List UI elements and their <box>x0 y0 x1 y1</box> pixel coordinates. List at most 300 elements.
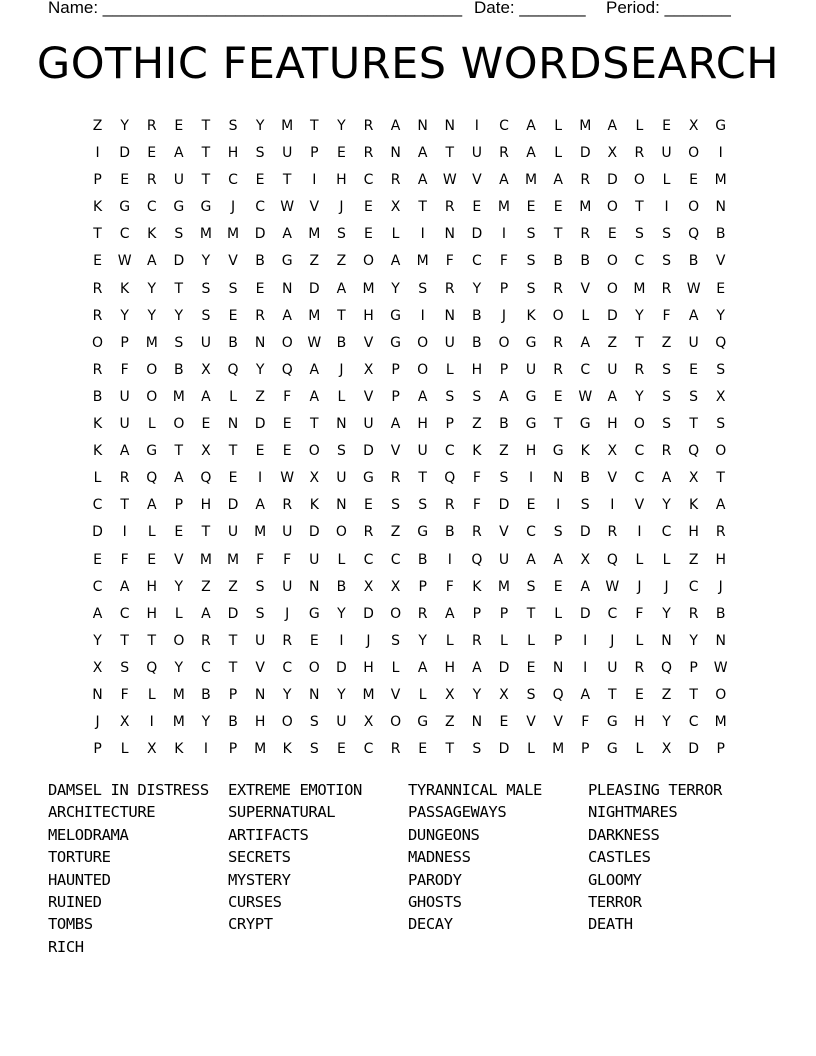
grid-letter[interactable]: R <box>634 659 645 676</box>
grid-letter[interactable]: P <box>174 497 184 514</box>
grid-letter[interactable]: T <box>201 172 211 189</box>
grid-letter[interactable]: U <box>336 714 347 731</box>
grid-letter[interactable]: V <box>472 172 482 189</box>
grid-letter[interactable]: N <box>227 416 239 433</box>
grid-letter[interactable]: O <box>715 686 727 703</box>
grid-letter[interactable]: R <box>553 334 563 351</box>
grid-letter[interactable]: E <box>526 659 536 676</box>
grid-letter[interactable]: G <box>363 470 374 487</box>
grid-letter[interactable]: E <box>499 714 509 731</box>
grid-letter[interactable]: K <box>120 280 130 297</box>
grid-letter[interactable]: O <box>633 172 645 189</box>
grid-letter[interactable]: F <box>499 253 508 270</box>
grid-letter[interactable]: G <box>715 118 727 134</box>
grid-letter[interactable]: D <box>119 145 131 162</box>
grid-letter[interactable]: U <box>363 416 374 433</box>
grid-letter[interactable]: G <box>200 199 212 216</box>
grid-letter[interactable]: S <box>662 361 671 378</box>
grid-letter[interactable]: O <box>688 145 700 162</box>
grid-letter[interactable]: L <box>554 605 563 622</box>
grid-letter[interactable]: R <box>471 632 482 649</box>
grid-letter[interactable]: Z <box>472 416 482 433</box>
grid-letter[interactable]: U <box>607 361 618 378</box>
grid-letter[interactable]: J <box>718 578 723 595</box>
grid-letter[interactable]: O <box>308 443 320 460</box>
grid-letter[interactable]: X <box>499 686 509 703</box>
grid-letter[interactable]: A <box>119 443 130 460</box>
grid-letter[interactable]: Z <box>336 253 347 270</box>
grid-letter[interactable]: Y <box>662 497 671 514</box>
grid-letter[interactable]: Q <box>661 659 673 676</box>
grid-letter[interactable]: H <box>363 659 374 676</box>
grid-letter[interactable]: E <box>147 551 157 568</box>
grid-letter[interactable]: C <box>363 172 374 189</box>
grid-letter[interactable]: I <box>718 145 723 162</box>
grid-letter[interactable]: S <box>689 388 699 405</box>
grid-letter[interactable]: R <box>444 199 455 216</box>
grid-letter[interactable]: B <box>499 416 509 433</box>
grid-letter[interactable]: M <box>714 172 727 189</box>
grid-letter[interactable]: T <box>282 172 292 189</box>
grid-letter[interactable]: K <box>472 443 482 460</box>
grid-letter[interactable]: L <box>120 741 129 758</box>
grid-letter[interactable]: T <box>174 280 184 297</box>
grid-letter[interactable]: A <box>472 659 482 676</box>
grid-letter[interactable]: S <box>201 280 211 297</box>
grid-letter[interactable]: T <box>418 199 427 216</box>
grid-letter[interactable]: H <box>363 307 374 324</box>
grid-letter[interactable]: H <box>227 145 239 162</box>
grid-letter[interactable]: E <box>364 226 373 243</box>
grid-letter[interactable]: U <box>607 659 618 676</box>
grid-letter[interactable]: L <box>445 632 454 649</box>
grid-letter[interactable]: A <box>661 470 672 487</box>
grid-letter[interactable]: O <box>390 605 402 622</box>
grid-letter[interactable]: T <box>445 145 455 162</box>
grid-letter[interactable]: O <box>308 659 320 676</box>
grid-letter[interactable]: A <box>607 388 618 405</box>
grid-letter[interactable]: L <box>635 632 644 649</box>
grid-letter[interactable]: Y <box>174 578 184 595</box>
grid-letter[interactable]: P <box>499 280 509 297</box>
grid-letter[interactable]: J <box>637 578 642 595</box>
grid-letter[interactable]: T <box>201 524 211 541</box>
grid-letter[interactable]: B <box>580 253 591 270</box>
grid-letter[interactable]: O <box>606 253 618 270</box>
grid-letter[interactable]: S <box>662 253 671 270</box>
grid-letter[interactable]: E <box>634 686 644 703</box>
grid-letter[interactable]: T <box>174 443 184 460</box>
grid-letter[interactable]: Q <box>606 551 618 568</box>
grid-letter[interactable]: A <box>580 578 591 595</box>
grid-letter[interactable]: A <box>526 551 536 568</box>
grid-letter[interactable]: O <box>146 388 158 405</box>
grid-letter[interactable]: Z <box>201 578 211 595</box>
grid-letter[interactable]: C <box>499 118 509 134</box>
grid-letter[interactable]: T <box>635 334 644 351</box>
grid-letter[interactable]: Z <box>92 118 103 134</box>
grid-letter[interactable]: S <box>526 280 536 297</box>
grid-letter[interactable]: D <box>471 226 483 243</box>
grid-letter[interactable]: I <box>528 470 534 487</box>
grid-letter[interactable]: Z <box>309 253 320 270</box>
grid-letter[interactable]: Y <box>174 307 184 324</box>
grid-letter[interactable]: W <box>686 280 701 297</box>
grid-letter[interactable]: V <box>553 714 563 731</box>
grid-letter[interactable]: A <box>336 280 347 297</box>
grid-letter[interactable]: P <box>93 172 102 189</box>
grid-letter[interactable]: S <box>553 524 563 541</box>
grid-letter[interactable]: O <box>281 334 293 351</box>
grid-letter[interactable]: S <box>526 226 536 243</box>
grid-letter[interactable]: K <box>92 443 103 460</box>
grid-letter[interactable]: M <box>579 118 592 134</box>
grid-letter[interactable]: D <box>363 443 374 460</box>
grid-letter[interactable]: R <box>607 524 618 541</box>
grid-letter[interactable]: E <box>282 443 292 460</box>
grid-letter[interactable]: C <box>119 605 130 622</box>
grid-letter[interactable]: H <box>200 497 212 514</box>
grid-letter[interactable]: S <box>526 253 536 270</box>
grid-letter[interactable]: G <box>390 334 401 351</box>
grid-letter[interactable]: R <box>688 605 699 622</box>
grid-letter[interactable]: W <box>280 199 295 216</box>
grid-letter[interactable]: E <box>255 280 265 297</box>
grid-letter[interactable]: B <box>201 686 211 703</box>
grid-letter[interactable]: L <box>581 307 590 324</box>
grid-letter[interactable]: H <box>254 714 266 731</box>
grid-letter[interactable]: D <box>579 605 591 622</box>
grid-letter[interactable]: H <box>634 714 645 731</box>
grid-letter[interactable]: D <box>363 605 374 622</box>
grid-letter[interactable]: G <box>606 741 618 758</box>
grid-letter[interactable]: O <box>92 334 104 351</box>
grid-letter[interactable]: O <box>281 714 293 731</box>
grid-letter[interactable]: T <box>228 632 238 649</box>
grid-letter[interactable]: A <box>146 253 157 270</box>
grid-letter[interactable]: S <box>662 226 671 243</box>
grid-letter[interactable]: L <box>229 388 237 405</box>
grid-letter[interactable]: A <box>715 497 726 514</box>
grid-letter[interactable]: E <box>553 578 563 595</box>
grid-letter[interactable]: R <box>444 280 455 297</box>
grid-letter[interactable]: K <box>472 578 482 595</box>
grid-letter[interactable]: B <box>92 388 103 405</box>
grid-letter[interactable]: Y <box>337 686 346 703</box>
grid-letter[interactable]: B <box>336 334 347 351</box>
grid-letter[interactable]: D <box>579 145 591 162</box>
grid-letter[interactable]: A <box>444 605 455 622</box>
grid-letter[interactable]: F <box>445 578 454 595</box>
grid-letter[interactable]: M <box>254 741 267 758</box>
grid-letter[interactable]: K <box>526 307 536 324</box>
grid-letter[interactable]: Y <box>201 714 211 731</box>
grid-letter[interactable]: B <box>228 714 238 731</box>
grid-letter[interactable]: T <box>445 741 455 758</box>
grid-letter[interactable]: N <box>471 714 483 731</box>
grid-letter[interactable]: U <box>119 388 130 405</box>
grid-letter[interactable]: C <box>119 226 130 243</box>
grid-letter[interactable]: G <box>390 307 401 324</box>
grid-letter[interactable]: S <box>255 605 265 622</box>
grid-letter[interactable]: N <box>552 470 564 487</box>
grid-letter[interactable]: I <box>583 632 588 649</box>
grid-letter[interactable]: Q <box>281 361 293 378</box>
grid-letter[interactable]: S <box>391 632 401 649</box>
grid-letter[interactable]: R <box>634 361 645 378</box>
grid-letter[interactable]: U <box>282 145 293 162</box>
grid-letter[interactable]: E <box>93 253 102 270</box>
grid-letter[interactable]: O <box>552 307 564 324</box>
grid-letter[interactable]: Z <box>444 714 455 731</box>
grid-letter[interactable]: P <box>499 361 509 378</box>
grid-letter[interactable]: R <box>661 280 672 297</box>
grid-letter[interactable]: Q <box>688 443 700 460</box>
grid-letter[interactable]: X <box>607 443 618 460</box>
grid-letter[interactable]: M <box>362 686 375 703</box>
grid-letter[interactable]: N <box>309 686 320 703</box>
grid-letter[interactable]: R <box>634 145 645 162</box>
grid-letter[interactable]: W <box>713 659 728 676</box>
grid-letter[interactable]: O <box>173 416 185 433</box>
grid-letter[interactable]: U <box>498 551 510 568</box>
grid-letter[interactable]: U <box>200 334 212 351</box>
grid-letter[interactable]: O <box>633 416 645 433</box>
grid-letter[interactable]: L <box>93 470 102 487</box>
grid-letter[interactable]: D <box>498 497 510 514</box>
grid-letter[interactable]: O <box>417 334 429 351</box>
grid-letter[interactable]: C <box>688 714 699 731</box>
grid-letter[interactable]: H <box>336 172 347 189</box>
grid-letter[interactable]: D <box>606 307 618 324</box>
grid-letter[interactable]: B <box>472 307 482 324</box>
grid-letter[interactable]: O <box>715 443 727 460</box>
grid-letter[interactable]: E <box>309 632 319 649</box>
grid-letter[interactable]: E <box>689 172 699 189</box>
grid-letter[interactable]: D <box>579 524 591 541</box>
grid-letter[interactable]: G <box>525 416 537 433</box>
period-field[interactable]: Period: _______ <box>606 0 731 17</box>
grid-letter[interactable]: N <box>661 632 672 649</box>
grid-letter[interactable]: H <box>444 659 456 676</box>
grid-letter[interactable]: Z <box>499 443 509 460</box>
grid-letter[interactable]: U <box>119 416 130 433</box>
grid-letter[interactable]: M <box>145 334 158 351</box>
grid-letter[interactable]: J <box>339 361 344 378</box>
grid-letter[interactable]: M <box>552 741 565 758</box>
grid-letter[interactable]: A <box>282 226 292 243</box>
grid-letter[interactable]: V <box>390 686 401 703</box>
grid-letter[interactable]: W <box>605 578 620 595</box>
grid-letter[interactable]: E <box>472 199 482 216</box>
grid-letter[interactable]: K <box>689 497 699 514</box>
grid-letter[interactable]: Q <box>688 226 700 243</box>
grid-letter[interactable]: T <box>120 632 129 649</box>
grid-letter[interactable]: A <box>92 605 103 622</box>
grid-letter[interactable]: J <box>501 307 507 324</box>
grid-letter[interactable]: K <box>282 741 292 758</box>
grid-letter[interactable]: E <box>364 497 373 514</box>
grid-letter[interactable]: A <box>174 145 184 162</box>
grid-letter[interactable]: V <box>363 388 374 405</box>
grid-letter[interactable]: B <box>715 226 726 243</box>
grid-letter[interactable]: T <box>635 199 644 216</box>
grid-letter[interactable]: E <box>147 145 157 162</box>
grid-letter[interactable]: R <box>255 307 265 324</box>
grid-letter[interactable]: X <box>201 443 211 460</box>
grid-letter[interactable]: P <box>391 361 400 378</box>
grid-letter[interactable]: C <box>201 659 211 676</box>
grid-letter[interactable]: Y <box>255 361 265 378</box>
grid-letter[interactable]: X <box>363 361 374 378</box>
grid-letter[interactable]: J <box>230 199 236 216</box>
grid-letter[interactable]: I <box>447 551 452 568</box>
grid-letter[interactable]: O <box>688 199 700 216</box>
grid-letter[interactable]: P <box>418 578 427 595</box>
grid-letter[interactable]: X <box>661 741 672 758</box>
grid-letter[interactable]: U <box>525 361 537 378</box>
grid-letter[interactable]: X <box>607 145 618 162</box>
grid-letter[interactable]: E <box>553 199 563 216</box>
grid-letter[interactable]: A <box>309 361 320 378</box>
grid-letter[interactable]: T <box>553 226 563 243</box>
grid-letter[interactable]: P <box>310 145 319 162</box>
grid-letter[interactable]: R <box>92 361 103 378</box>
grid-letter[interactable]: A <box>390 416 401 433</box>
grid-letter[interactable]: C <box>363 741 374 758</box>
grid-letter[interactable]: Y <box>391 280 400 297</box>
grid-letter[interactable]: C <box>471 253 482 270</box>
grid-letter[interactable]: I <box>637 524 642 541</box>
grid-letter[interactable]: A <box>526 118 536 134</box>
grid-letter[interactable]: C <box>661 524 672 541</box>
grid-letter[interactable]: C <box>146 199 157 216</box>
grid-letter[interactable]: L <box>662 551 671 568</box>
grid-letter[interactable]: Y <box>472 686 482 703</box>
grid-letter[interactable]: N <box>552 659 564 676</box>
grid-letter[interactable]: H <box>146 605 157 622</box>
grid-letter[interactable]: E <box>174 118 184 134</box>
grid-letter[interactable]: D <box>336 659 347 676</box>
grid-letter[interactable]: S <box>336 226 346 243</box>
grid-letter[interactable]: C <box>688 578 699 595</box>
grid-letter[interactable]: I <box>474 118 479 134</box>
grid-letter[interactable]: G <box>281 253 293 270</box>
grid-letter[interactable]: A <box>201 388 211 405</box>
grid-letter[interactable]: E <box>526 199 536 216</box>
grid-letter[interactable]: M <box>172 714 185 731</box>
grid-letter[interactable]: S <box>228 280 238 297</box>
grid-letter[interactable]: I <box>501 226 507 243</box>
grid-letter[interactable]: R <box>661 443 672 460</box>
grid-letter[interactable]: E <box>174 524 184 541</box>
grid-letter[interactable]: P <box>445 416 454 433</box>
grid-letter[interactable]: I <box>203 741 208 758</box>
grid-letter[interactable]: S <box>255 145 265 162</box>
grid-letter[interactable]: S <box>309 714 319 731</box>
grid-letter[interactable]: I <box>258 470 263 487</box>
grid-letter[interactable]: G <box>552 443 564 460</box>
grid-letter[interactable]: G <box>146 443 158 460</box>
grid-letter[interactable]: F <box>120 551 129 568</box>
grid-letter[interactable]: F <box>472 497 481 514</box>
grid-letter[interactable]: A <box>688 307 699 324</box>
grid-letter[interactable]: Y <box>716 307 725 324</box>
grid-letter[interactable]: S <box>499 470 509 487</box>
grid-letter[interactable]: G <box>417 714 429 731</box>
grid-letter[interactable]: I <box>610 497 615 514</box>
grid-letter[interactable]: N <box>444 226 455 243</box>
grid-letter[interactable]: H <box>417 416 428 433</box>
grid-letter[interactable]: Y <box>662 605 671 622</box>
grid-letter[interactable]: L <box>635 551 644 568</box>
grid-letter[interactable]: O <box>606 199 618 216</box>
grid-letter[interactable]: Z <box>661 686 672 703</box>
grid-letter[interactable]: T <box>689 416 698 433</box>
grid-letter[interactable]: W <box>280 470 295 487</box>
grid-letter[interactable]: S <box>391 497 401 514</box>
grid-letter[interactable]: F <box>120 686 129 703</box>
grid-letter[interactable]: I <box>312 172 317 189</box>
grid-letter[interactable]: V <box>715 253 726 270</box>
grid-letter[interactable]: A <box>390 253 401 270</box>
grid-letter[interactable]: V <box>390 443 401 460</box>
grid-letter[interactable]: A <box>417 172 428 189</box>
grid-letter[interactable]: M <box>633 280 646 297</box>
grid-letter[interactable]: I <box>95 145 100 162</box>
grid-letter[interactable]: C <box>580 361 591 378</box>
grid-letter[interactable]: T <box>689 686 698 703</box>
grid-letter[interactable]: X <box>390 199 401 216</box>
grid-letter[interactable]: B <box>715 605 726 622</box>
grid-letter[interactable]: I <box>420 226 425 243</box>
grid-letter[interactable]: S <box>472 388 482 405</box>
grid-letter[interactable]: F <box>120 361 129 378</box>
grid-letter[interactable]: E <box>282 416 292 433</box>
grid-letter[interactable]: I <box>556 497 561 514</box>
grid-letter[interactable]: X <box>444 686 455 703</box>
grid-letter[interactable]: C <box>92 578 103 595</box>
grid-letter[interactable]: E <box>120 172 130 189</box>
grid-letter[interactable]: R <box>417 605 428 622</box>
grid-letter[interactable]: S <box>201 307 211 324</box>
grid-letter[interactable]: F <box>635 605 644 622</box>
grid-letter[interactable]: E <box>364 199 373 216</box>
grid-letter[interactable]: F <box>256 551 265 568</box>
grid-letter[interactable]: K <box>174 741 184 758</box>
grid-letter[interactable]: L <box>554 145 563 162</box>
grid-letter[interactable]: G <box>525 388 537 405</box>
grid-letter[interactable]: L <box>418 686 427 703</box>
grid-letter[interactable]: R <box>390 172 401 189</box>
grid-letter[interactable]: C <box>634 470 645 487</box>
grid-letter[interactable]: O <box>335 524 347 541</box>
grid-letter[interactable]: D <box>308 524 320 541</box>
grid-letter[interactable]: R <box>282 497 293 514</box>
grid-letter[interactable]: C <box>390 551 401 568</box>
grid-letter[interactable]: P <box>120 334 129 351</box>
grid-letter[interactable]: L <box>445 361 454 378</box>
grid-letter[interactable]: A <box>309 388 320 405</box>
grid-letter[interactable]: D <box>173 253 185 270</box>
grid-letter[interactable]: P <box>689 659 698 676</box>
grid-letter[interactable]: U <box>661 145 672 162</box>
grid-letter[interactable]: S <box>634 226 644 243</box>
grid-letter[interactable]: F <box>472 470 481 487</box>
grid-letter[interactable]: T <box>526 605 536 622</box>
grid-letter[interactable]: E <box>201 416 211 433</box>
grid-letter[interactable]: R <box>553 280 563 297</box>
